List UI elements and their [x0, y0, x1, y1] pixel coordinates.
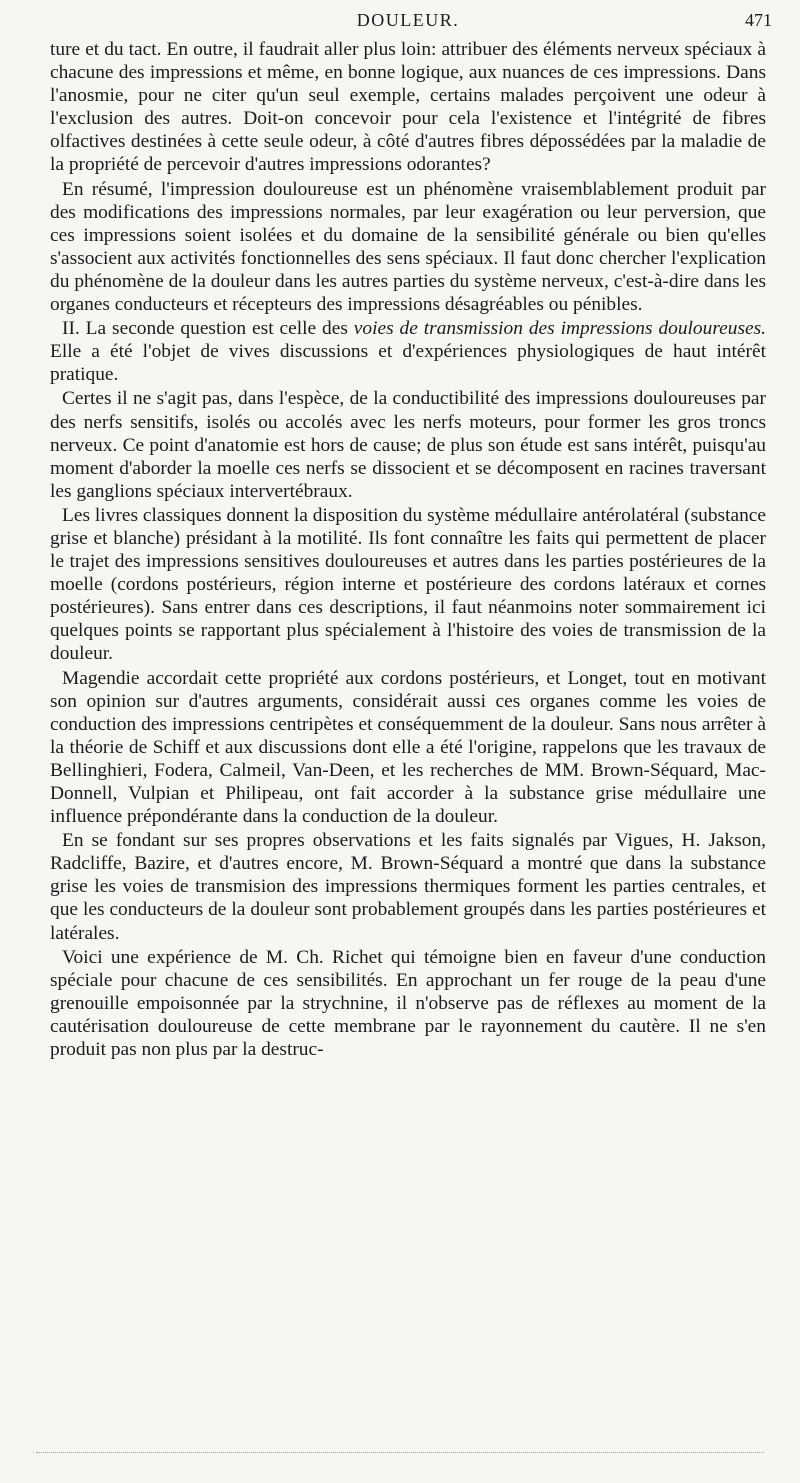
footer-rule [36, 1452, 764, 1453]
paragraph-3 [50, 317, 766, 386]
paragraph-2: En résumé, l'impression douloureuse est un phénomène vraisemblablement produit par des modifications des impressions normales, par leur exagération ou leur perversion, que ces impressions soient isolées et du domaine de la sensibilité générale ou bien qu'elles s'associent aux activités fonctionnelles des sens spéciaux. Il faut donc chercher l'explication du phénomène de la douleur dans les autres parties du système nerveux, c'est-à-dire dans les organes conducteurs et récepteurs des impressions désagréables ou pénibles. [50, 178, 766, 316]
running-head [48, 6, 772, 36]
paragraph-1: ture et du tact. En outre, il faudrait aller plus loin: attribuer des éléments nerveux spéciaux à chacune des impressions et même, en bonne logique, aux nuances de ces impressions. Dans l'anosmie, pour ne citer qu'un seul exemple, certains malades perçoivent une odeur à l'exclusion des autres. Doit-on concevoir pour cela l'existence et l'intégrité de fibres olfactives destinées à cette seule odeur, à côté d'autres fibres dépossédées par la maladie de la propriété de percevoir d'autres impressions odorantes? [50, 39, 766, 176]
paragraph-6: Magendie accordait cette propriété aux cordons postérieurs, et Longet, tout en motivant son opinion sur d'autres arguments, considérait aussi ces organes comme les voies de conduction des impressions centripètes et conséquemment de la douleur. Sans nous arrêter à la théorie de Schiff et aux discussions dont elle a été l'origine, rappelons que les travaux de Bellinghieri, Fodera, Calmeil, Van-Deen, et les recherches de MM. Brown-Séquard, Mac-Donnell, Vulpian et Philipeau, ont fait accorder à la substance grise médullaire une influence prépondérante dans la conduction de la douleur. [50, 667, 766, 828]
paragraph-3-italic: voies de transmission des impressions douloureuses. [353, 318, 766, 340]
body-text [50, 38, 766, 1061]
running-title: DOULEUR. [356, 10, 460, 30]
paragraph-4: Certes il ne s'agit pas, dans l'espèce, de la conductibilité des impressions douloureuses par des nerfs sensitifs, isolés ou accolés avec les nerfs moteurs, pour former les gros troncs nerveux. Ce point d'anatomie est hors de cause; de plus son étude est sans intérêt, puisqu'au moment d'aborder la moelle ces nerfs se dissocient et se décomposent en racines traversant les ganglions spéciaux intervertébraux. [50, 388, 766, 502]
paragraph-8: Voici une expérience de M. Ch. Richet qui témoigne bien en faveur d'une conduction spéciale pour chacune de ces sensibilités. En approchant un fer rouge de la peau d'une grenouille empoisonnée par la strychnine, il n'observe pas de réflexes au moment de la cautérisation douloureuse de cette membrane par le rayonnement du cautère. Il ne s'en produit pas non plus par la destruc- [50, 946, 766, 1061]
paragraph-3-rest: Elle a été l'objet de vives discussions et d'expériences physiologiques de haut intérêt pratique. [50, 341, 766, 386]
paragraph-5: Les livres classiques donnent la disposition du système médullaire antérolatéral (substance grise et blanche) présidant à la motilité. Ils font connaître les faits qui permettent de placer le trajet des impressions sensitives douloureuses et autres dans les parties postérieures de la moelle (cordons postérieurs, région interne et postérieure des cordons latéraux et cornes postérieures). Sans entrer dans ces descriptions, il faut néanmoins noter sommairement ici quelques points se rapportant plus spécialement à l'histoire des voies de transmission de la douleur. [50, 504, 766, 665]
page-number: 471 [745, 10, 772, 30]
paragraph-3-lead: II. La seconde question est celle des [62, 318, 354, 340]
paragraph-7: En se fondant sur ses propres observations et les faits signalés par Vigues, H. Jakson, Radcliffe, Bazire, et d'autres encore, M. Brown-Séquard a montré que dans la substance grise les voies de transmision des impressions thermiques forment les parties centrales, et que les conducteurs de la douleur sont probablement groupés dans les parties postérieures et latérales. [50, 830, 766, 944]
